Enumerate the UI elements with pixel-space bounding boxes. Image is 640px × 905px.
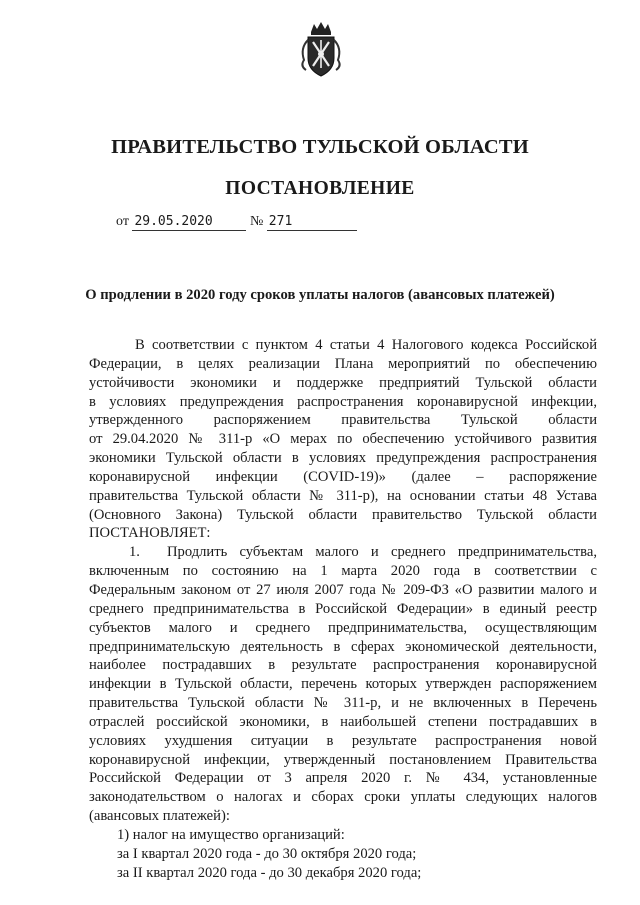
clause-1-line: Российской Федерации от 3 апреля 2020 г. № 434, установленные [89, 770, 597, 787]
document-date: 29.05.2020 [132, 214, 246, 231]
clause-1-line: предпринимательскую деятельность в сферах экономической деятельности, [89, 638, 597, 655]
clause-1-line: условиях ухудшения ситуации в результате распространения новой [89, 732, 597, 749]
document-meta [116, 214, 357, 231]
document-body [89, 336, 597, 882]
subclause-1-item: за I квартал 2020 года - до 30 октября 2020 года; [117, 845, 417, 862]
preamble-line: коронавирусной инфекции (COVID-19)» (далее – распоряжение [89, 468, 597, 485]
preamble-line: В соответствии с пунктом 4 статьи 4 Налогового кодекса Российской [135, 337, 597, 353]
clause-1-line: наиболее пострадавших в результате распространения коронавирусной [89, 657, 597, 674]
clause-1-line: (авансовых платежей): [89, 808, 230, 825]
preamble-line: Федерации, в целях реализации Плана мероприятий по обеспечению [89, 355, 597, 372]
date-prefix: от [116, 214, 129, 229]
preamble-line: в условиях предупреждения распространения коронавирусной инфекции, [89, 393, 597, 410]
subclause-1-title: 1) налог на имущество организаций: [117, 826, 345, 843]
clause-1-line: законодательством о налогах и сборах сроки уплаты следующих налогов [89, 789, 597, 806]
clause-1-line: правительства Тульской области № 311-р, и не включенных в Перечень [89, 695, 597, 712]
document-number: 271 [267, 214, 357, 231]
document-type: ПОСТАНОВЛЕНИЕ [225, 178, 415, 199]
clause-1-line: инфекции в Тульской области, перечень которых утвержден распоряжением [89, 676, 597, 693]
clause-1-number: 1. [129, 544, 140, 561]
preamble-line: от 29.04.2020 № 311-р «О мерах по обеспечению устойчивого развития [89, 431, 597, 448]
preamble-line: утвержденного распоряжением правительства Тульской области [89, 412, 597, 429]
preamble-line: (Основного Закона) Тульской области правительство Тульской области [89, 506, 597, 523]
resolves-word: ПОСТАНОВЛЯЕТ: [89, 525, 211, 542]
clause-1-text: Продлить субъектам малого и среднего предпринимательства, [167, 544, 597, 561]
coat-of-arms-emblem [296, 20, 346, 80]
preamble-line: правительства Тульской области № 311-р), на основании статьи 48 Устава [89, 487, 597, 504]
number-prefix: № [249, 214, 264, 229]
government-name: ПРАВИТЕЛЬСТВО ТУЛЬСКОЙ ОБЛАСТИ [111, 136, 529, 158]
subclause-1-item: за II квартал 2020 года - до 30 декабря 2020 года; [117, 864, 422, 881]
document-subject: О продлении в 2020 году сроков уплаты налогов (авансовых платежей) [85, 287, 555, 303]
clause-1-line [89, 543, 597, 562]
clause-1-line: Федеральным законом от 27 июля 2007 года № 209-ФЗ «О развитии малого и [89, 581, 597, 598]
clause-1-line: коронавирусной инфекции, утвержденный постановлением Правительства [89, 751, 597, 768]
clause-1-line: отраслей российской экономики, в наибольшей степени пострадавших в [89, 713, 597, 730]
clause-1-line: среднего предпринимательства в Российской Федерации» в единый реестр [89, 600, 597, 617]
clause-1-line: включенным по состоянию на 1 марта 2020 года в соответствии с [89, 563, 597, 580]
preamble-line: экономики Тульской области в условиях предупреждения распространения [89, 450, 597, 467]
clause-1-line: субъектов малого и среднего предпринимательства, осуществляющим [89, 619, 597, 636]
preamble-line: устойчивости экономики и поддержке предприятий Тульской области [89, 374, 597, 391]
